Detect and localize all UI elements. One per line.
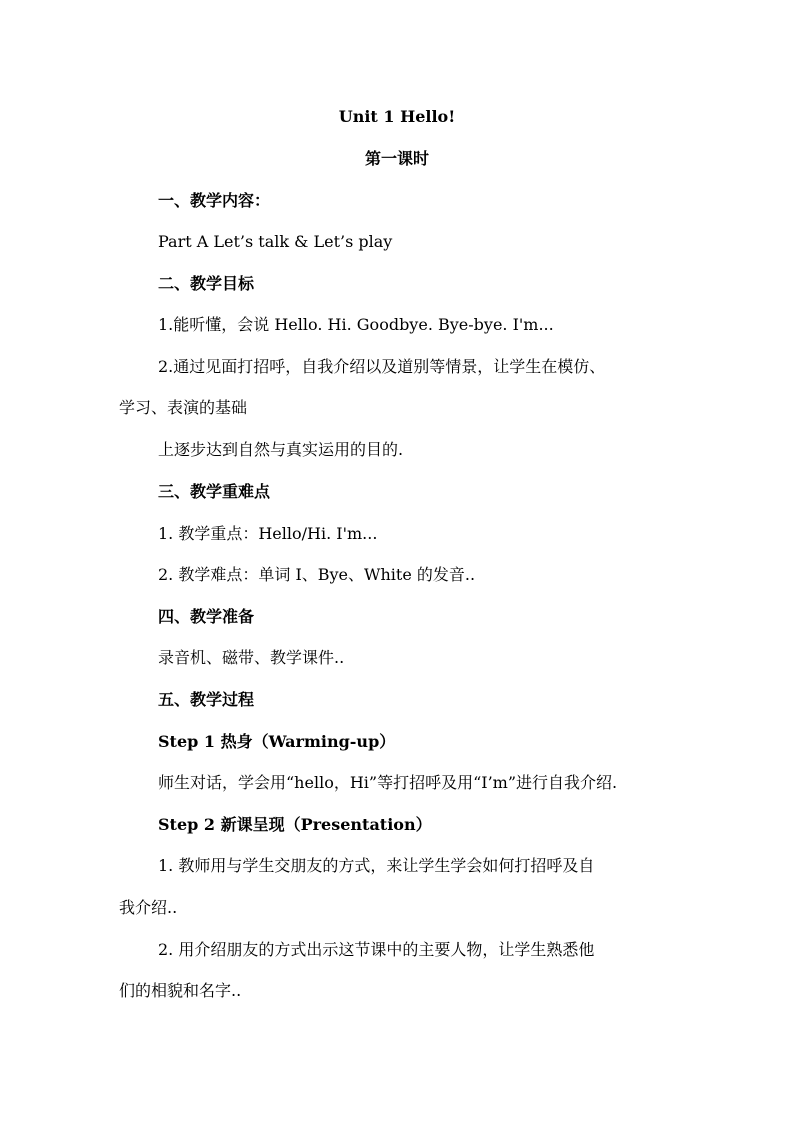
document-subtitle: 第一课时 <box>364 149 429 168</box>
section-heading-preparation: 四、教学准备 <box>158 607 255 626</box>
step-2-heading: Step 2 新课呈现（Presentation） <box>158 815 432 834</box>
section-heading-goals: 二、教学目标 <box>158 274 255 293</box>
document-title: Unit 1 Hello! <box>338 107 456 126</box>
goal-item-2-line-2: 学习、表演的基础 <box>119 398 248 417</box>
step-2-item-1-line-2: 我介绍.. <box>119 898 178 917</box>
section-heading-process: 五、教学过程 <box>158 690 255 709</box>
goal-item-2-line-1: 2.通过见面打招呼，自我介绍以及道别等情景，让学生在模仿、 <box>158 357 606 376</box>
step-2-item-2-line-1: 2. 用介绍朋友的方式出示这节课中的主要人物，让学生熟悉他 <box>158 940 595 959</box>
step-2-item-1-line-1: 1. 教师用与学生交朋友的方式，来让学生学会如何打招呼及自 <box>158 856 595 875</box>
goal-item-1: 1.能听懂，会说 Hello. Hi. Goodbye. Bye-bye. I'm... <box>158 315 554 334</box>
step-1-heading: Step 1 热身（Warming-up） <box>158 732 396 751</box>
step-1-content: 师生对话，学会用“hello，Hi”等打招呼及用“I’m”进行自我介绍. <box>158 773 618 792</box>
preparation-content: 录音机、磁带、教学课件.. <box>158 648 345 667</box>
key-point-item-2: 2. 教学难点：单词 I、Bye、White 的发音.. <box>158 565 476 584</box>
goal-item-2-line-3: 上逐步达到自然与真实运用的目的. <box>158 440 404 459</box>
key-point-item-1: 1. 教学重点：Hello/Hi. I'm... <box>158 524 378 543</box>
section-heading-key-points: 三、教学重难点 <box>158 482 271 501</box>
section-content-part: Part A Let’s talk & Let’s play <box>158 232 393 251</box>
step-2-item-2-line-2: 们的相貌和名字.. <box>119 981 242 1000</box>
section-heading-content: 一、教学内容： <box>158 191 271 210</box>
